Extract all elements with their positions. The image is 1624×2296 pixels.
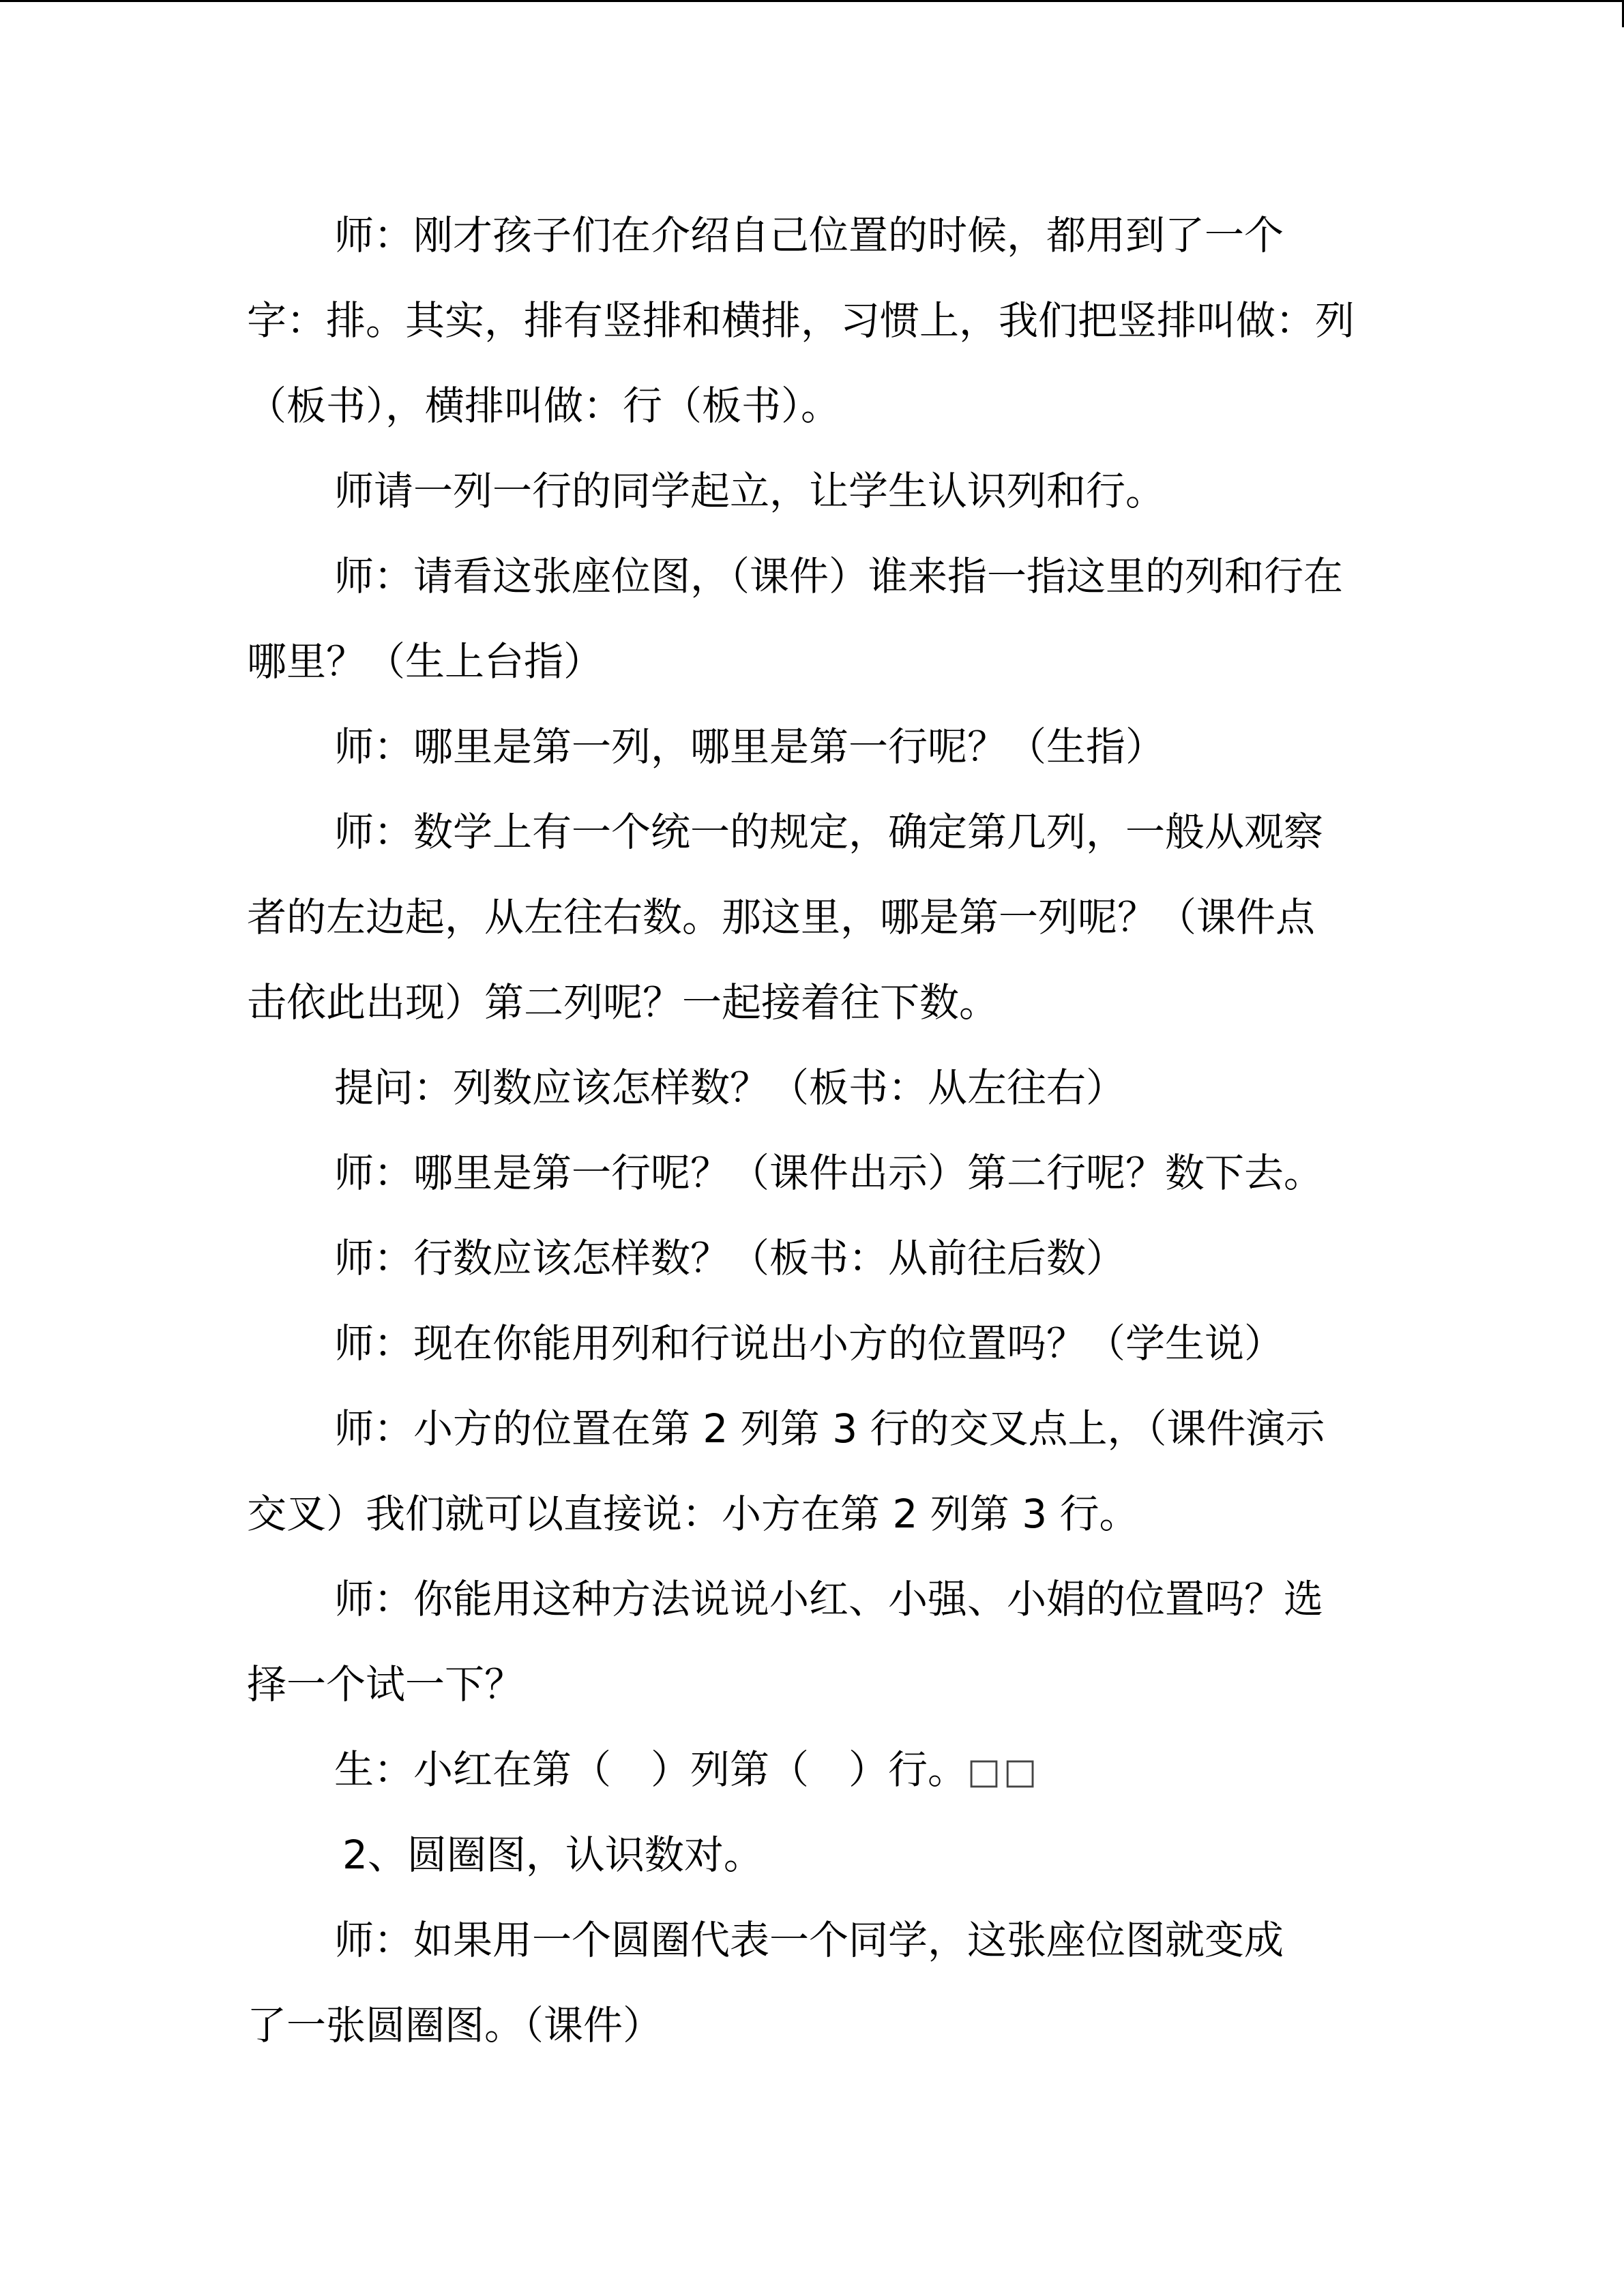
paragraph-line: 击依此出现）第二列呢？一起接着往下数。: [247, 979, 999, 1026]
paragraph-line: 师请一列一行的同学起立，让学生认识列和行。: [334, 468, 1166, 514]
paragraph-line: 师：哪里是第一行呢？（课件出示）第二行呢？数下去。: [334, 1150, 1324, 1196]
paragraph-line: 师：哪里是第一列，哪里是第一行呢？（生指）: [334, 724, 1166, 770]
answer-sentence: 生：小红在第（ ）列第（ ）行。: [334, 1746, 968, 1793]
placeholder-boxes: □□: [967, 1751, 1040, 1792]
paragraph-line: 师：你能用这种方法说说小红、小强、小娟的位置吗？选: [334, 1576, 1324, 1622]
paragraph-line: 师：数学上有一个统一的规定，确定第几列，一般从观察: [334, 809, 1324, 855]
paragraph-line: 者的左边起，从左往右数。那这里，哪是第一列呢？（课件点: [247, 894, 1316, 940]
paragraph-line: 字：排。其实，排有竖排和横排，习惯上，我们把竖排叫做：列: [247, 297, 1355, 344]
paragraph-line: 交叉）我们就可以直接说：小方在第 2 列第 3 行。: [247, 1491, 1139, 1537]
paragraph-line: 了一张圆圈图。（课件）: [247, 2002, 663, 2048]
paragraph-line: 择一个试一下？: [247, 1661, 525, 1708]
paragraph-line: 师：小方的位置在第 2 列第 3 行的交叉点上，（课件演示: [334, 1405, 1325, 1452]
paragraph-line: [334, 1742, 1379, 1797]
section-heading: 2、圆圈图，认识数对。: [342, 1832, 763, 1878]
paragraph-line: 师：请看这张座位图，（课件）谁来指一指这里的列和行在: [334, 553, 1344, 599]
paragraph-line: （板书），横排叫做：行（板书）。: [247, 383, 841, 429]
paragraph-line: 师：如果用一个圆圈代表一个同学，这张座位图就变成: [334, 1917, 1284, 1963]
paragraph-line: 哪里？（生上台指）: [247, 638, 604, 685]
paragraph-line: 师：刚才孩子们在介绍自己位置的时候，都用到了一个: [334, 212, 1284, 258]
paragraph-line: 提问：列数应该怎样数？（板书：从左往右）: [334, 1064, 1126, 1111]
paragraph-line: 师：现在你能用列和行说出小方的位置吗？（学生说）: [334, 1320, 1284, 1367]
paragraph-line: 师：行数应该怎样数？（板书：从前往后数）: [334, 1235, 1126, 1281]
page-top-border: [0, 0, 1624, 2]
